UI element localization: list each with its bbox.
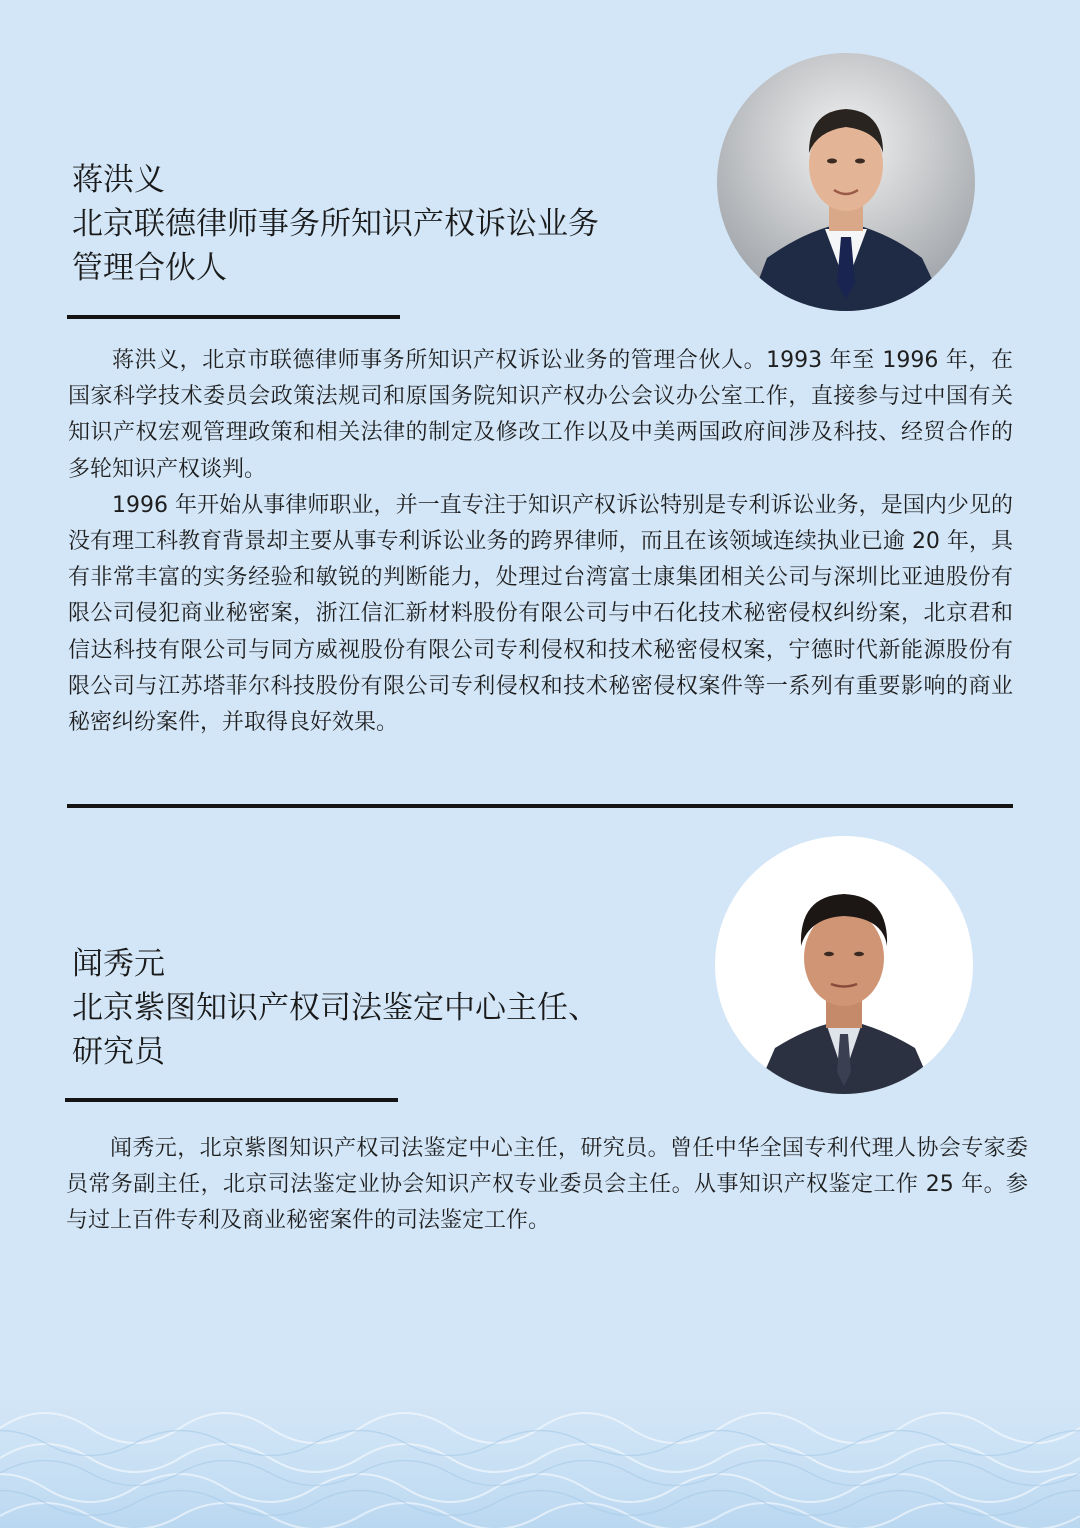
profile-1-title-line2: 管理合伙人 bbox=[72, 250, 227, 286]
profile-1-photo bbox=[717, 53, 975, 311]
profile-2-heading bbox=[72, 942, 599, 1074]
profile-1-bio-paragraph-2: 1996 年开始从事律师职业，并一直专注于知识产权诉讼特别是专利诉讼业务，是国内少见的没有理工科教育背景却主要从事专利诉讼业务的跨界律师，而且在该领域连续执业已逾 20 年，具有非常丰富的实务经验和敏锐的判断能力，处理过台湾富士康集团相关公司与深圳比亚迪股份有限公司侵犯商业秘密案，浙江信汇新材料股份有限公司与中石化技术秘密侵权纠纷案，北京君和信达科技有限公司与同方威视股份有限公司专利侵权和技术秘密侵权案，宁德时代新能源股份有限公司与江苏塔菲尔科技股份有限公司专利侵权和技术秘密侵权案件等一系列有重要影响的商业秘密纠纷案件，并取得良好效果。 bbox=[68, 492, 1013, 736]
profile-1-title-underline bbox=[67, 315, 400, 319]
decorative-wave-pattern bbox=[0, 1358, 1080, 1528]
profile-1-name: 蒋洪义 bbox=[72, 162, 165, 198]
profile-2-title-line1: 北京紫图知识产权司法鉴定中心主任、 bbox=[72, 990, 599, 1026]
profile-2-title-line2: 研究员 bbox=[72, 1034, 165, 1070]
profile-1-heading bbox=[72, 158, 599, 290]
profile-2-title-underline bbox=[65, 1098, 398, 1102]
profile-1-title-line1: 北京联德律师事务所知识产权诉讼业务 bbox=[72, 206, 599, 242]
profile-2-bio bbox=[66, 1131, 1028, 1240]
profile-1-bio-paragraph-1: 蒋洪义，北京市联德律师事务所知识产权诉讼业务的管理合伙人。1993 年至 1996 年，在国家科学技术委员会政策法规司和原国务院知识产权办公会议办公室工作，直接参与过中国有关知识产权宏观管理政策和相关法律的制定及修改工作以及中美两国政府间涉及科技、经贸合作的多轮知识产权谈判。 bbox=[68, 348, 1013, 482]
portrait-1-image bbox=[717, 53, 975, 311]
portrait-2-image bbox=[715, 836, 973, 1094]
profile-2-name: 闻秀元 bbox=[72, 946, 165, 982]
profile-1-bio bbox=[68, 343, 1013, 741]
profile-2-photo bbox=[715, 836, 973, 1094]
section-divider bbox=[67, 804, 1013, 808]
profile-2-bio-paragraph-1: 闻秀元，北京紫图知识产权司法鉴定中心主任，研究员。曾任中华全国专利代理人协会专家委员常务副主任，北京司法鉴定业协会知识产权专业委员会主任。从事知识产权鉴定工作 25 年。参与过上百件专利及商业秘密案件的司法鉴定工作。 bbox=[66, 1136, 1028, 1234]
